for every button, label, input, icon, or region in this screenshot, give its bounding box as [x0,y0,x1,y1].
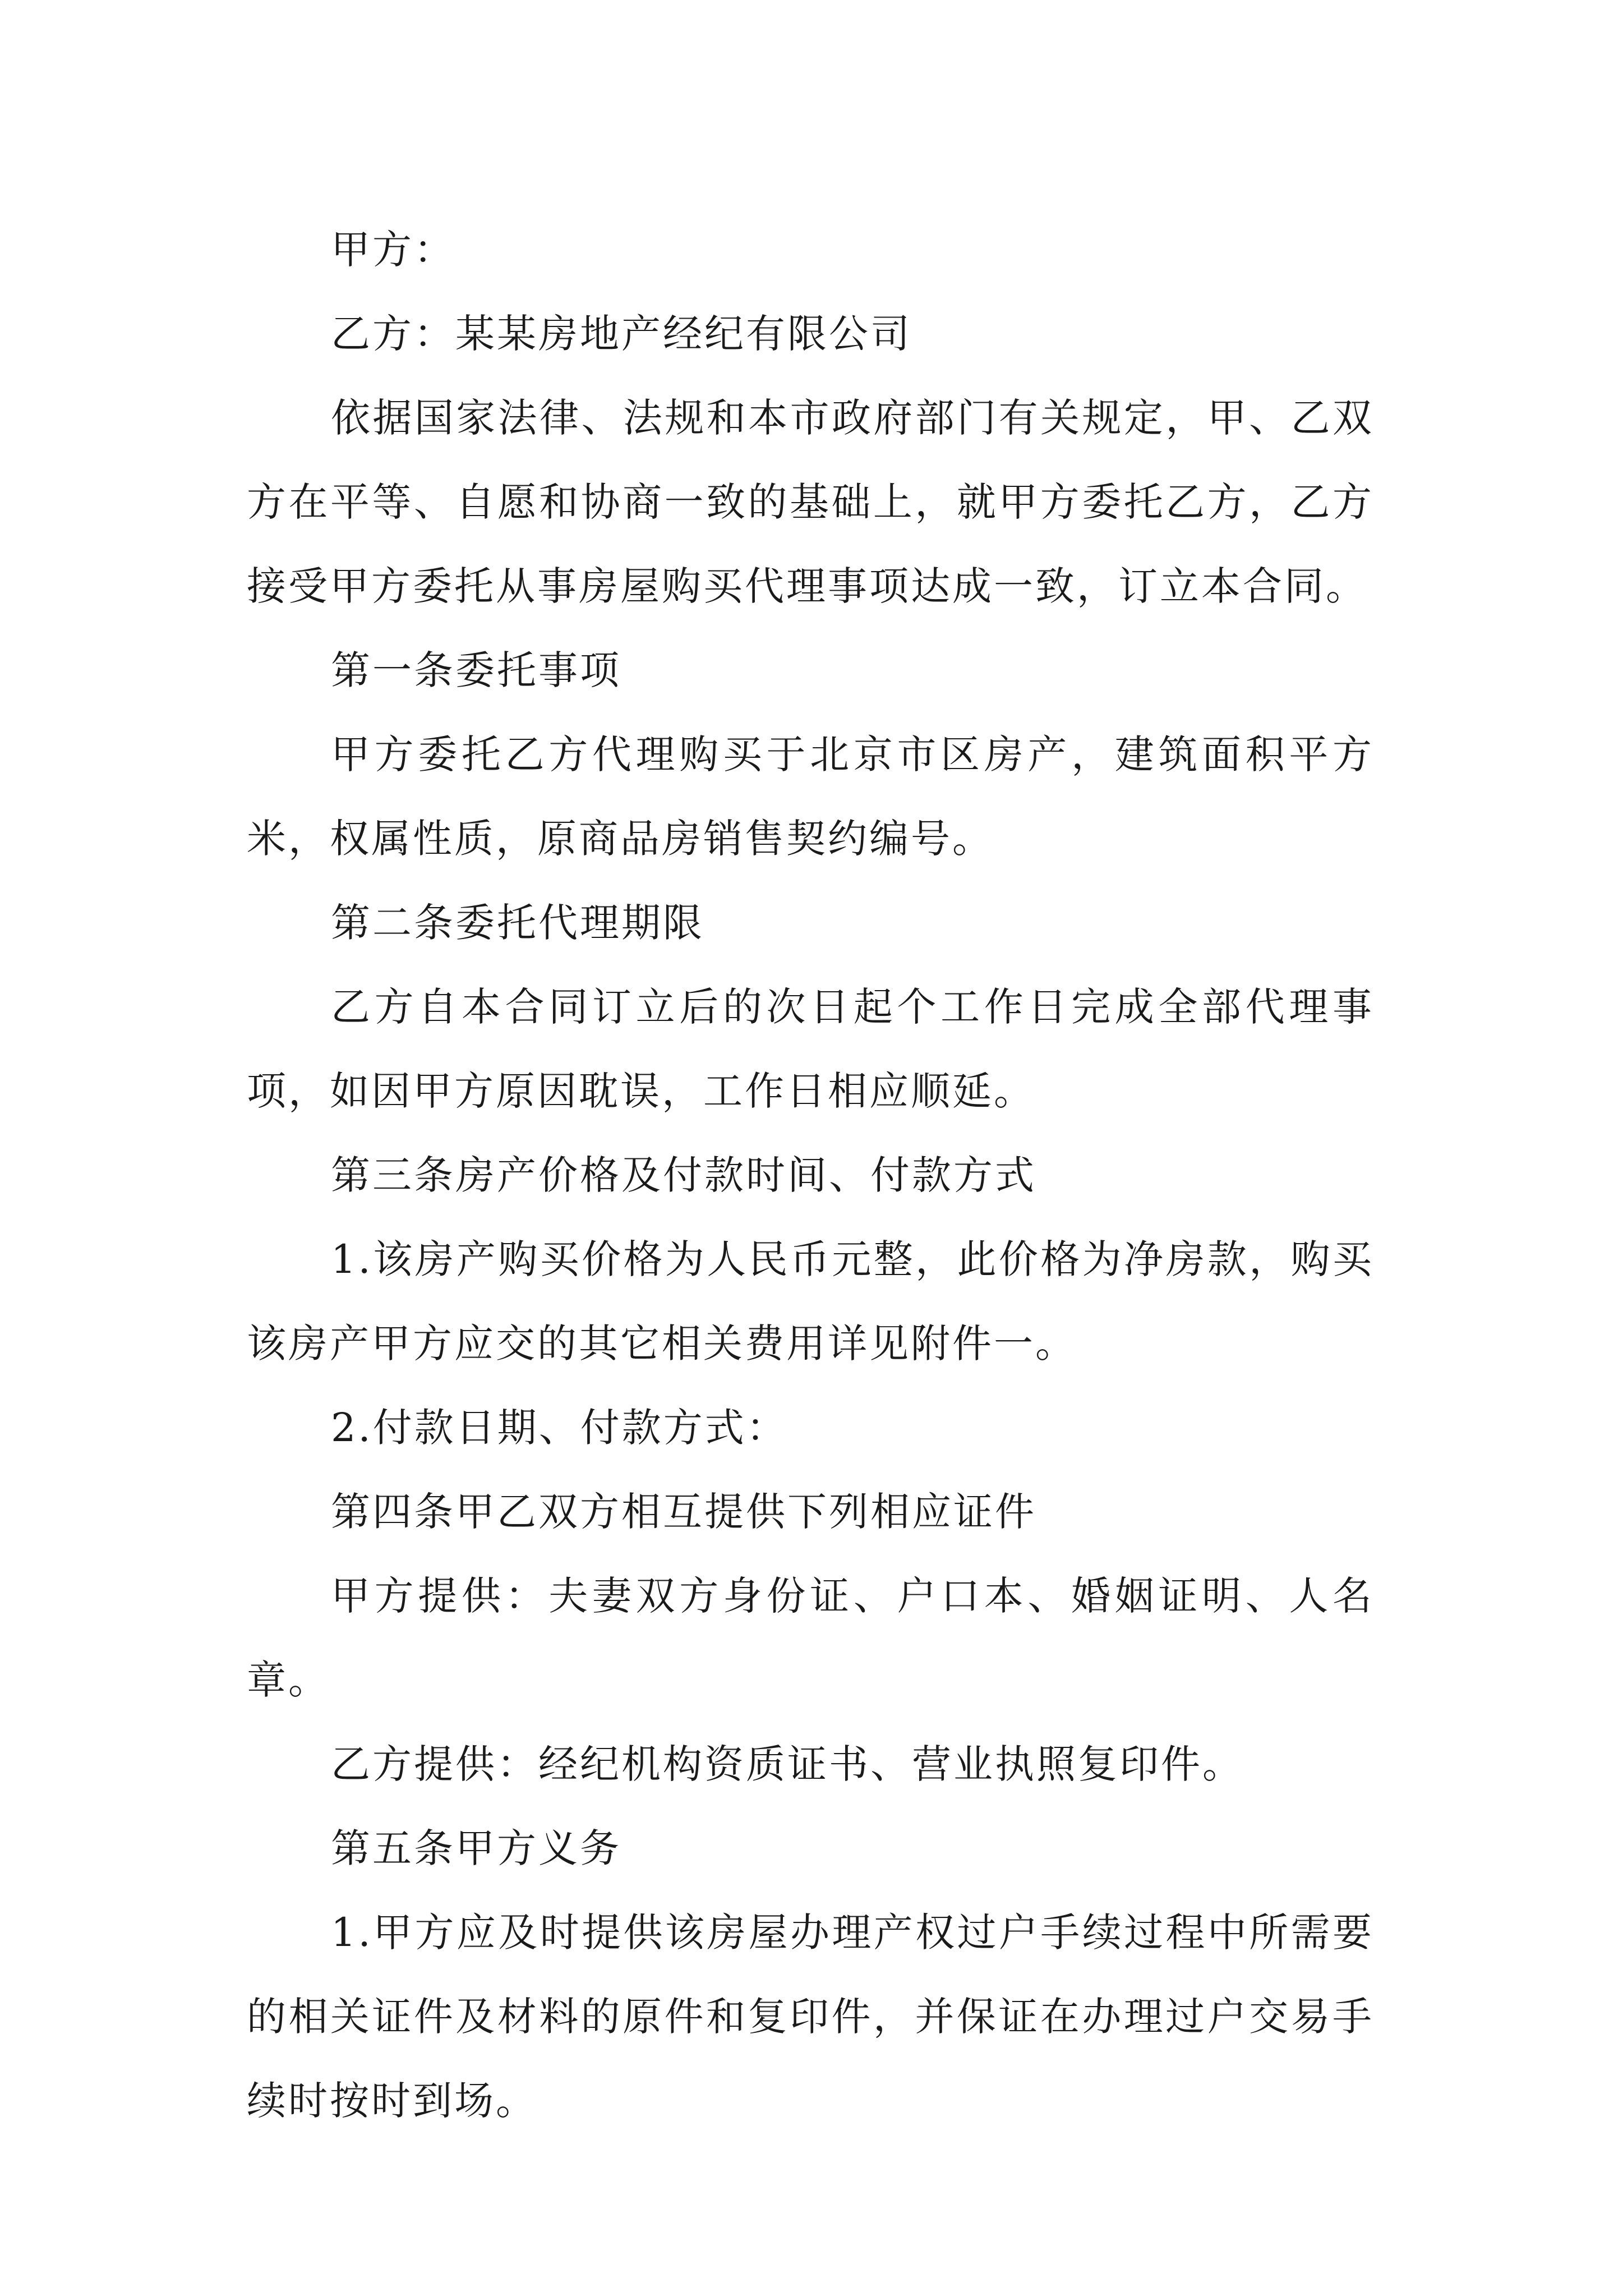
article-5-heading: 第五条甲方义务 [331,1825,621,1871]
article-2-heading: 第二条委托代理期限 [331,900,704,946]
article-4-party-a: 甲方提供：夫妻双方身份证、户口本、婚姻证明、人名章。 [247,1573,1374,1703]
preamble-paragraph: 依据国家法律、法规和本市政府部门有关规定，甲、乙双方在平等、自愿和协商一致的基础上，就甲方委托乙方，乙方接受甲方委托从事房屋购买代理事项达成一致，订立本合同。 [247,395,1374,609]
article-3-item-2: 2.付款日期、付款方式： [331,1405,788,1451]
article-4-party-b: 乙方提供：经纪机构资质证书、营业执照复印件。 [331,1741,1244,1787]
party-b-line: 乙方：某某房地产经纪有限公司 [331,311,912,357]
document-body [247,208,1374,2143]
party-a-line: 甲方： [331,227,455,273]
article-4-heading: 第四条甲乙双方相互提供下列相应证件 [331,1489,1036,1535]
article-1-body: 甲方委托乙方代理购买于北京市区房产，建筑面积平方米，权属性质，原商品房销售契约编号。 [247,731,1374,862]
article-1-heading: 第一条委托事项 [331,647,621,693]
article-3-item-1: 1.该房产购买价格为人民币元整，此价格为净房款，购买该房产甲方应交的其它相关费用详见附件一。 [247,1236,1374,1366]
article-2-body: 乙方自本合同订立后的次日起个工作日完成全部代理事项，如因甲方原因耽误，工作日相应顺延。 [247,984,1374,1114]
article-3-heading: 第三条房产价格及付款时间、付款方式 [331,1152,1036,1198]
article-5-item-1: 1.甲方应及时提供该房屋办理产权过户手续过程中所需要的相关证件及材料的原件和复印件，并保证在办理过户交易手续时按时到场。 [247,1910,1374,2124]
